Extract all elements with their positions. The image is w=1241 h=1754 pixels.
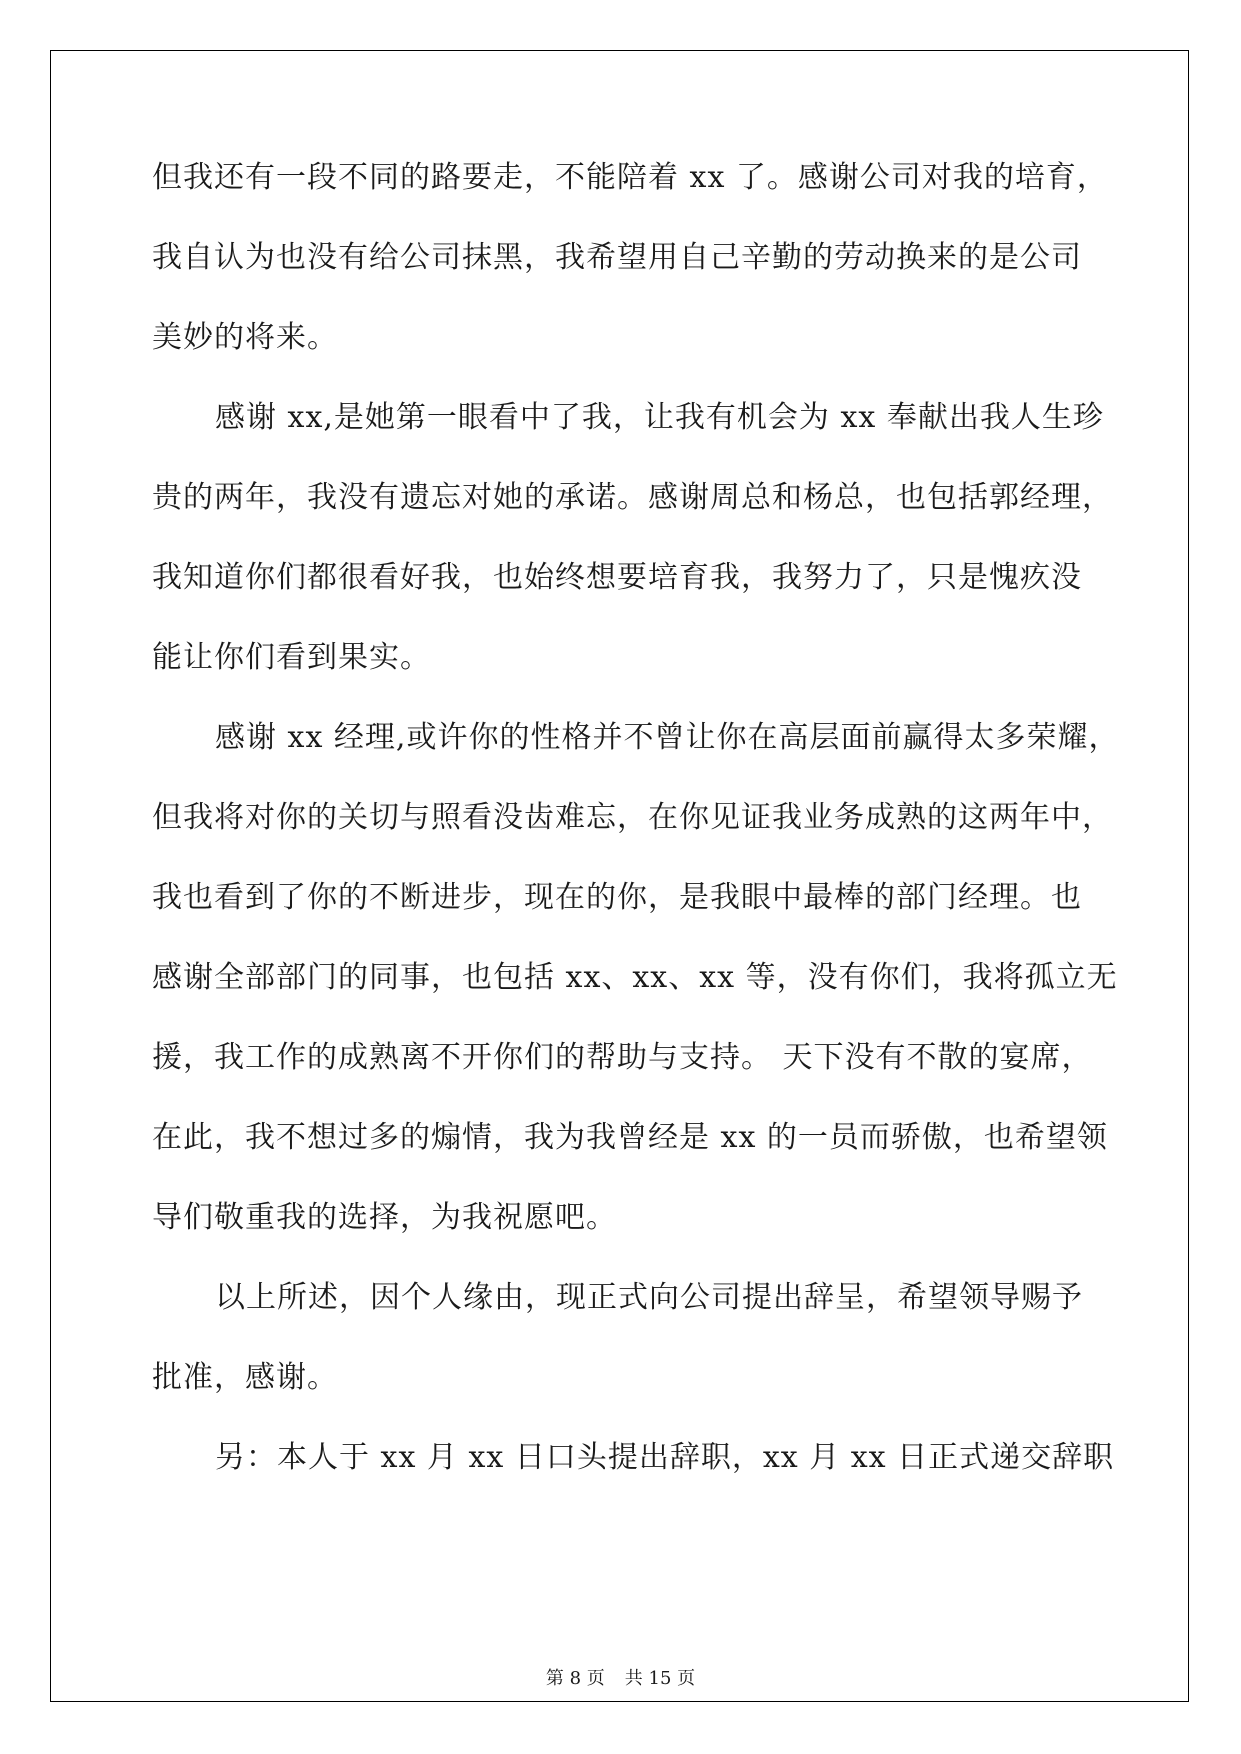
page-number: 第 8 页 xyxy=(545,1668,605,1689)
text-line: 在此，我不想过多的煽情，我为我曾经是 xx 的一员而骄傲，也希望领 xyxy=(152,1120,1108,1155)
text-line: 导们敬重我的选择，为我祝愿吧。 xyxy=(152,1200,617,1235)
text-line: 贵的两年，我没有遗忘对她的承诺。感谢周总和杨总，也包括郭经理， xyxy=(152,480,1113,515)
text-line: 感谢 xx 经理,或许你的性格并不曾让你在高层面前赢得太多荣耀， xyxy=(215,720,1120,755)
document-body xyxy=(152,160,1120,1520)
text-line: 我也看到了你的不断进步，现在的你，是我眼中最棒的部门经理。也 xyxy=(152,880,1082,915)
text-line: 我自认为也没有给公司抹黑，我希望用自己辛勤的劳动换来的是公司 xyxy=(152,240,1082,275)
text-line: 我知道你们都很看好我，也始终想要培育我，我努力了，只是愧疚没 xyxy=(152,560,1082,595)
text-line: 援，我工作的成熟离不开你们的帮助与支持。 天下没有不散的宴席， xyxy=(152,1040,1093,1075)
text-line: 另：本人于 xx 月 xx 日口头提出辞职，xx 月 xx 日正式递交辞职 xyxy=(215,1440,1115,1475)
text-line: 但我还有一段不同的路要走，不能陪着 xx 了。感谢公司对我的培育， xyxy=(152,160,1108,195)
page-total: 共 15 页 xyxy=(624,1668,696,1689)
page-footer xyxy=(0,1667,1241,1691)
text-line: 美妙的将来。 xyxy=(152,320,338,355)
text-line: 批准，感谢。 xyxy=(152,1360,338,1395)
text-line: 但我将对你的关切与照看没齿难忘，在你见证我业务成熟的这两年中， xyxy=(152,800,1113,835)
text-line: 感谢 xx,是她第一眼看中了我，让我有机会为 xx 奉献出我人生珍 xyxy=(215,400,1104,435)
text-line: 感谢全部部门的同事，也包括 xx、xx、xx 等，没有你们，我将孤立无 xyxy=(152,960,1118,995)
text-line: 以上所述，因个人缘由，现正式向公司提出辞呈，希望领导赐予 xyxy=(215,1280,1083,1315)
text-line: 能让你们看到果实。 xyxy=(152,640,431,675)
